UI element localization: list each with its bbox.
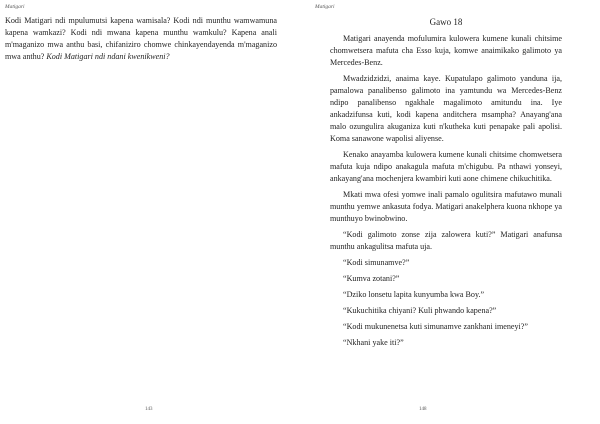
dialogue-line: “Nkhani yake iti?”: [343, 338, 404, 347]
dialogue-line: “Kodi simunamve?”: [343, 258, 410, 267]
chapter-title: Gawo 18: [429, 17, 463, 27]
page-number: 143: [145, 407, 153, 412]
paragraph: Mwadzidzidzi, anaima kaye. Kupatulapo galimoto yanduna ija, pamalowa panalibenso galimoto ina yamtundu wa Mercedes-Benz ndipo panalibenso ngakhale magalimoto amitundu ina. Iye ankadzifunsa kuti, kodi kapena anditchera msampha? Anayang'ana malo ozungulira akuganiza kuti n'kutheka kuti penapake pali apolisi. Koma sanawone wapolisi aliyense.: [330, 74, 562, 143]
italic-question: Kodi Matigari ndi ndani kwenikweni?: [46, 52, 170, 61]
page-number: 148: [419, 407, 427, 412]
paragraph: Matigari anayenda mofulumira kulowera kumene kunali chitsime chomwetsera mafuta cha Esso kuja, komwe anaimikako galimoto ya Mercedes-Benz.: [330, 34, 562, 67]
running-head: Matigari: [315, 4, 335, 10]
running-head: Matigari: [5, 4, 25, 10]
dialogue-line: “Dziko lonsetu lapita kunyumba kwa Boy.”: [343, 290, 485, 299]
dialogue-line: “Kodi galimoto zonse zija zalowera kuti?” Matigari anafunsa munthu ankagulitsa mafuta uja.: [330, 230, 562, 251]
paragraph: Mkati mwa ofesi yomwe inali pamalo ogulitsira mafutawo munali munthu yemwe ankasuta fodya. Matigari anakelphera kuona nkhope ya munthuyo bwinobwino.: [330, 190, 562, 223]
body-text: [330, 33, 562, 349]
dialogue-line: “Kukuchitika chiyani? Kuli phwando kapena?”: [343, 306, 497, 315]
dialogue-line: “Kodi mukunenetsa kuti simunamve zankhani imeneyi?”: [343, 322, 528, 331]
right-page: [300, 0, 600, 424]
dialogue-line: “Kumva zotani?”: [343, 274, 400, 283]
paragraph-text: Kodi Matigari ndi mpulumutsi kapena wamisala? Kodi ndi munthu wamwamuna kapena wamkazi? Kodi ndi mwana kapena munthu wamkulu? Kapena anali m'maganizo mwa anthu basi, chifaniziro chomwe chinkayendayenda m'maganizo mwa anthu?: [5, 16, 277, 61]
paragraph: [5, 15, 277, 63]
body-text: [5, 15, 277, 63]
paragraph: Kenako anayamba kulowera kumene kunali chitsime chomwetsera mafuta kuja ndipo anakagula mafuta m'chigubu. Pa nthawi yonseyi, ankayang'ana mochenjera kwambiri kuti aone chimene chikuchitika.: [330, 150, 562, 183]
